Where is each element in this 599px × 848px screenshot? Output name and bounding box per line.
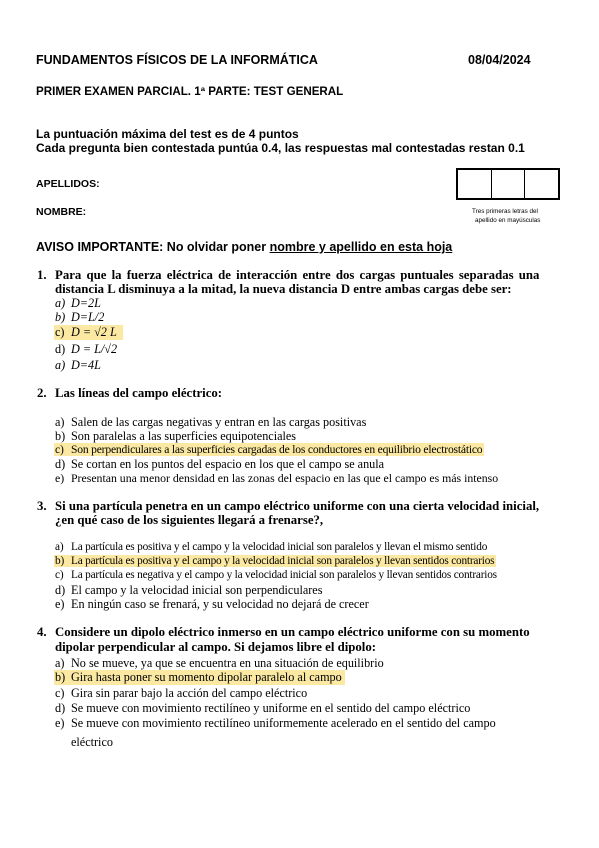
option-2e[interactable]: e) Presentan una menor densidad en las zonas del espacio en las que el campo es más intenso xyxy=(55,471,499,485)
option-3b[interactable]: b) La partícula es positiva y el campo y la velocidad inicial son paralelos y llevan sentidos contrarios xyxy=(55,555,495,567)
question-text: ¿en qué caso de los siguientes llegará a frenarse?, xyxy=(55,513,324,527)
question-text: Las líneas del campo eléctrico: xyxy=(55,386,223,400)
initial-box-1[interactable] xyxy=(458,170,492,198)
initial-box-3[interactable] xyxy=(525,170,558,198)
question-text: distancia L disminuya a la mitad, la nueva distancia D entre ambas cargas debe ser: xyxy=(55,282,512,296)
question-number: 3. xyxy=(37,499,47,513)
option-2d[interactable]: d) Se cortan en los puntos del espacio en los que el campo se anula xyxy=(55,457,385,471)
option-3e[interactable]: e) En ningún caso se frenará, y su velocidad no dejará de crecer xyxy=(55,597,369,611)
option-4d[interactable]: d) Se mueve con movimiento rectilíneo y uniforme en el sentido del campo eléctrico xyxy=(55,701,471,715)
question-text: dipolar perpendicular al campo. Si dejamos libre el dipolo: xyxy=(55,640,377,654)
option-2c[interactable]: c) Son perpendiculares a las superficies cargadas de los conductores en equilibrio electrostático xyxy=(55,443,483,456)
option-3c[interactable]: c) La partícula es negativa y el campo y la velocidad inicial son paralelos y llevan sentidos contrarios xyxy=(55,569,497,581)
option-1a[interactable]: a) D=2L xyxy=(55,296,101,310)
option-4b[interactable]: b) Gira hasta poner su momento dipolar paralelo al campo xyxy=(54,670,345,685)
option-1c[interactable]: c) D = √2 L xyxy=(54,325,123,340)
option-4e-continuation: eléctrico xyxy=(71,735,113,749)
option-1b[interactable]: b) D=L/2 xyxy=(55,310,105,324)
notice-underlined: nombre y apellido en esta hoja xyxy=(269,240,453,254)
option-1e[interactable]: a) D=4L xyxy=(55,358,101,372)
course-title: FUNDAMENTOS FÍSICOS DE LA INFORMÁTICA xyxy=(36,53,318,67)
initials-boxes[interactable] xyxy=(456,168,560,200)
scoring-line-2: Cada pregunta bien contestada puntúa 0.4, las respuestas mal contestadas restan 0.1 xyxy=(36,141,525,155)
option-1d[interactable]: d) D = L/√2 xyxy=(55,342,118,356)
option-4e[interactable]: e) Se mueve con movimiento rectilíneo uniformemente acelerado en el sentido del campo xyxy=(55,716,496,730)
option-3a[interactable]: a) La partícula es positiva y el campo y la velocidad inicial son paralelos y llevan el mismo sentido xyxy=(55,541,488,553)
scoring-line-1: La puntuación máxima del test es de 4 puntos xyxy=(36,127,299,141)
question-text: Considere un dipolo eléctrico inmerso en un campo eléctrico uniforme con su momento xyxy=(55,625,530,639)
option-2b[interactable]: b) Son paralelas a las superficies equipotenciales xyxy=(55,429,297,443)
name-label: NOMBRE: xyxy=(36,206,87,218)
important-notice xyxy=(36,240,452,254)
question-number: 1. xyxy=(37,268,47,282)
exam-subtitle: PRIMER EXAMEN PARCIAL. 1ª PARTE: TEST GENERAL xyxy=(36,85,344,98)
option-4c[interactable]: c) Gira sin parar bajo la acción del campo eléctrico xyxy=(55,686,308,700)
option-3d[interactable]: d) El campo y la velocidad inicial son perpendiculares xyxy=(55,583,323,597)
question-text: Para que la fuerza eléctrica de interacción entre dos cargas puntuales separadas una xyxy=(55,268,540,282)
question-number: 2. xyxy=(37,386,47,400)
exam-date: 08/04/2024 xyxy=(468,53,531,67)
box-hint-line-1: Tres primeras letras del xyxy=(472,208,538,215)
notice-prefix: AVISO IMPORTANTE: No olvidar poner xyxy=(36,240,270,254)
initial-box-2[interactable] xyxy=(492,170,526,198)
surname-label: APELLIDOS: xyxy=(36,178,100,190)
option-4a[interactable]: a) No se mueve, ya que se encuentra en una situación de equilibrio xyxy=(55,656,384,670)
box-hint-line-2: apellido en mayúsculas xyxy=(475,217,541,224)
question-text: Si una partícula penetra en un campo eléctrico uniforme con una cierta velocidad inicial, xyxy=(55,499,540,513)
option-2a[interactable]: a) Salen de las cargas negativas y entran en las cargas positivas xyxy=(55,415,367,429)
question-number: 4. xyxy=(37,625,47,639)
